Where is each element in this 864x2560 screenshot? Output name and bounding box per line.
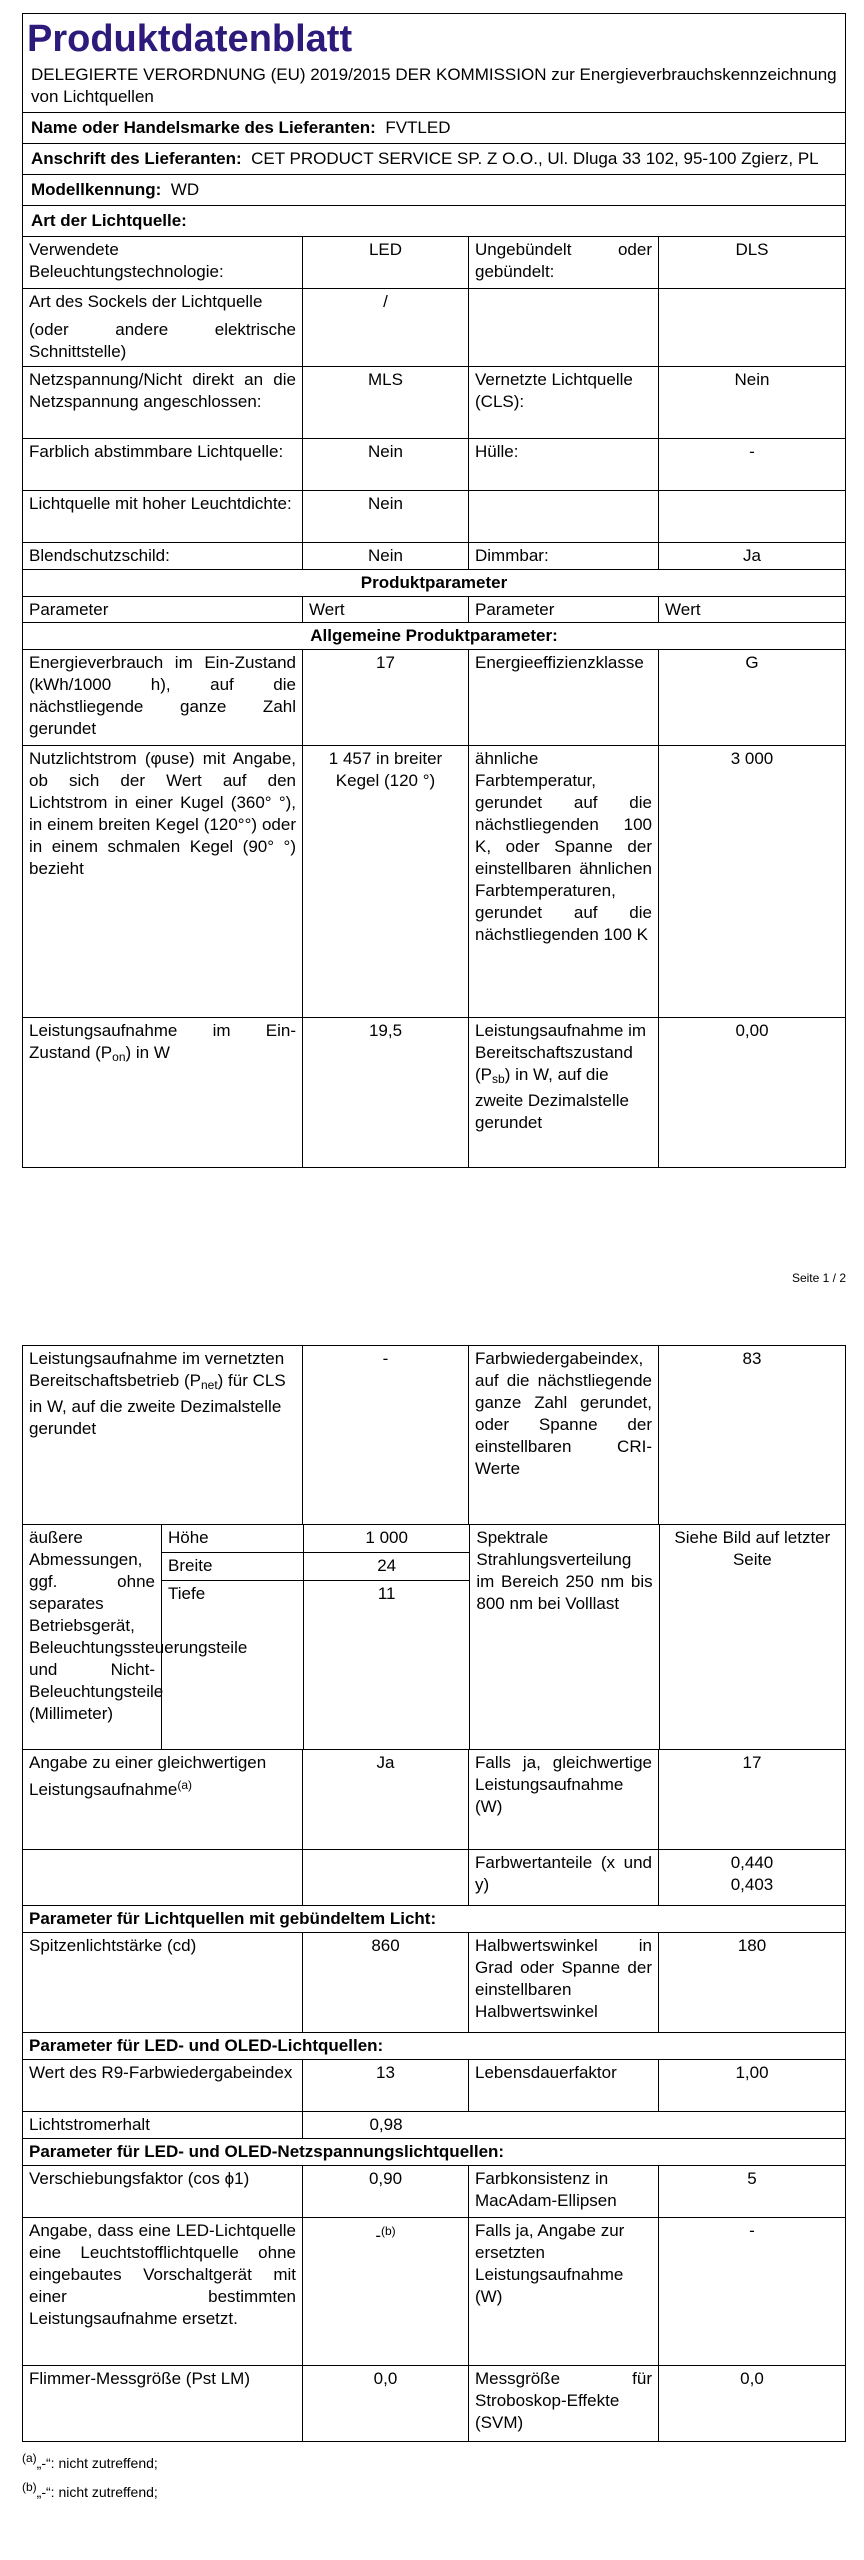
param-value: Ja — [303, 1750, 469, 1849]
param-value: G — [745, 653, 759, 672]
power-sb-sub: sb — [492, 1072, 505, 1086]
type-value: - — [749, 442, 755, 461]
dim-key: Höhe — [162, 1525, 303, 1553]
param-value — [303, 1850, 469, 1905]
page-2 — [22, 1345, 846, 2504]
param-value: 17 — [303, 650, 469, 745]
param-value: 17 — [742, 1753, 762, 1772]
param-label: Energieverbrauch im Ein-Zustand (kWh/1000 h), auf die nächstliegende ganze Zahl gerundet — [23, 650, 303, 745]
param-value: 19,5 — [303, 1018, 469, 1167]
type-value: Nein — [734, 370, 770, 389]
param-label: Falls ja, gleichwertige Leistungsaufnahme (W) — [469, 1750, 659, 1849]
supplier-label: Name oder Handelsmarke des Lieferanten: — [31, 118, 376, 137]
type-label — [23, 289, 303, 366]
address-value: CET PRODUCT SERVICE SP. Z O.O., Ul. Dluga 33 102, 95-100 Zgierz, PL — [251, 149, 819, 168]
header-block — [22, 13, 846, 113]
footnote-mark: (b) — [22, 2480, 37, 2494]
type-row — [22, 289, 846, 367]
col-value: Wert — [303, 597, 469, 622]
dim-key: Breite — [162, 1553, 303, 1581]
col-value: Wert — [665, 600, 701, 619]
param-value — [659, 1850, 845, 1905]
section-header: Parameter für LED- und OLED-Netzspannungslichtquellen: — [22, 2139, 846, 2166]
footnote-text: „-“: nicht zutreffend; — [36, 2484, 158, 2500]
param-value: 0,00 — [735, 1021, 769, 1040]
type-label: Farblich abstimmbare Lichtquelle: — [23, 439, 303, 490]
type-label: Ungebündelt oder gebündelt: — [469, 237, 659, 288]
type-label: Verwendete Beleuchtungstechnologie: — [23, 237, 303, 288]
model-row — [22, 175, 846, 206]
param-value: - — [749, 2221, 755, 2240]
type-row — [22, 439, 846, 491]
param-row — [22, 2218, 846, 2366]
footnote — [22, 2446, 846, 2475]
type-value: Nein — [303, 491, 469, 542]
power-on-label-end: ) in W — [125, 1043, 170, 1062]
params-header: Produktparameter — [22, 570, 846, 597]
section-header: Parameter für Lichtquellen mit gebündeltem Licht: — [22, 1906, 846, 1933]
param-label — [23, 1750, 303, 1849]
socket-label: Art des Sockels der Lichtquelle — [29, 292, 263, 311]
param-label: ähnliche Farbtemperatur, gerundet auf die nächstliegenden 100 K, oder Spanne der einstellbaren ähnlichen Farbtemperaturen, gerundet auf die nächstliegenden 100 K — [469, 746, 659, 1017]
type-value: MLS — [303, 367, 469, 438]
param-label: Angabe, dass eine LED-Lichtquelle eine Leuchtstofflichtquelle ohne eingebautes Vorschaltgerät mit einer bestimmten Leistungsaufnahme ersetzt. — [23, 2218, 303, 2365]
type-value: LED — [303, 237, 469, 288]
param-label: Farbwertanteile (x und y) — [469, 1850, 659, 1905]
equiv-sup: (a) — [177, 1778, 193, 1792]
param-label: Spektrale Strahlungsverteilung im Bereich 250 nm bis 800 nm bei Volllast — [470, 1525, 659, 1749]
param-value: 0,98 — [369, 2115, 403, 2134]
dim-key: Tiefe — [168, 1584, 206, 1603]
type-value — [659, 289, 845, 366]
param-label: Farbkonsistenz in MacAdam-Ellipsen — [469, 2166, 659, 2217]
dim-value: 1 000 — [304, 1525, 469, 1553]
type-row — [22, 367, 846, 439]
power-on-sub: on — [112, 1050, 126, 1064]
param-value: 13 — [303, 2060, 469, 2111]
col-parameter: Parameter — [469, 597, 659, 622]
param-label — [469, 1018, 659, 1167]
param-label: Halbwertswinkel in Grad oder Spanne der einstellbaren Halbwertswinkel — [469, 1933, 659, 2032]
net-label-end: ) für CLS in W, auf die zweite Dezimalstelle gerundet — [29, 1371, 286, 1438]
dim-value: 24 — [304, 1553, 469, 1581]
param-row — [22, 2166, 846, 2218]
type-header: Art der Lichtquelle: — [22, 206, 846, 237]
address-label: Anschrift des Lieferanten: — [31, 149, 242, 168]
type-label: Lichtquelle mit hoher Leuchtdichte: — [23, 491, 303, 542]
model-value: WD — [170, 180, 200, 199]
param-label: Wert des R9-Farbwiedergabeindex — [23, 2060, 303, 2111]
param-value: 0,90 — [303, 2166, 469, 2217]
param-value: Siehe Bild auf letzter Seite — [674, 1528, 831, 1569]
type-value: / — [303, 289, 469, 366]
param-value: 1 457 in breiter Kegel (120 °) — [303, 746, 469, 1017]
param-row — [22, 1750, 846, 1850]
type-value: Ja — [743, 546, 761, 565]
param-row — [22, 1018, 846, 1168]
socket-label-2: (oder andere elektrische Schnittstelle) — [29, 320, 296, 361]
param-label: Lichtstromerhalt — [23, 2112, 303, 2138]
type-label — [469, 289, 659, 366]
param-label: Flimmer-Messgröße (Pst LM) — [23, 2366, 303, 2441]
param-row — [22, 2366, 846, 2442]
chroma-x: 0,440 — [730, 1853, 774, 1872]
param-value: 83 — [742, 1349, 762, 1368]
equiv-label: Angabe zu einer gleichwertigen Leistungsaufnahme — [29, 1753, 267, 1799]
dim-value: 11 — [377, 1584, 396, 1603]
param-row — [22, 650, 846, 746]
param-row — [22, 746, 846, 1018]
type-label: Hülle: — [469, 439, 659, 490]
param-row — [22, 2060, 846, 2112]
param-label: Lebensdauerfaktor — [469, 2060, 659, 2111]
net-label: Leistungsaufnahme im vernetzten Bereitschaftsbetrieb (P — [29, 1349, 285, 1390]
type-row — [22, 491, 846, 543]
net-sub: net — [200, 1378, 218, 1392]
param-label: Farbwiedergabeindex, auf die nächstliegende ganze Zahl gerundet, oder Spanne der einstellbaren CRI-Werte — [469, 1346, 659, 1524]
params-col-header — [22, 597, 846, 623]
param-value: 1,00 — [735, 2063, 769, 2082]
dimensions-values — [304, 1525, 470, 1749]
type-row — [22, 543, 846, 570]
type-value — [659, 491, 845, 542]
param-label: Spitzenlichtstärke (cd) — [23, 1933, 303, 2032]
type-value: Nein — [303, 543, 469, 569]
page-1 — [22, 13, 846, 1168]
footnote-text: „-“: nicht zutreffend; — [36, 2455, 158, 2471]
param-value: 860 — [303, 1933, 469, 2032]
type-value: Nein — [303, 439, 469, 490]
type-label: Blendschutzschild: — [23, 543, 303, 569]
type-row — [22, 237, 846, 289]
param-value: 180 — [737, 1936, 767, 1955]
param-label — [23, 1850, 303, 1905]
dimensions-label: äußere Abmessungen, ggf. ohne separates Betriebsgerät, Beleuchtungssteuerungsteile und Nicht-Beleuchtungsteile (Millimeter) — [23, 1525, 162, 1749]
type-label: Netzspannung/Nicht direkt an die Netzspannung angeschlossen: — [23, 367, 303, 438]
param-row — [22, 1345, 846, 1525]
param-row — [22, 1850, 846, 1906]
param-label: Falls ja, Angabe zur ersetzten Leistungsaufnahme (W) — [469, 2218, 659, 2365]
footnote — [22, 2475, 846, 2504]
model-label: Modellkennung: — [31, 180, 162, 199]
param-value: 0,0 — [303, 2366, 469, 2441]
footnote-mark: (a) — [22, 2451, 37, 2465]
supplier-value: FVTLED — [385, 118, 451, 137]
param-label — [23, 1346, 303, 1524]
param-value: 5 — [747, 2169, 757, 2188]
retro-value: - — [375, 2226, 381, 2245]
type-label: Vernetzte Lichtquelle (CLS): — [469, 367, 659, 438]
type-label: Dimmbar: — [469, 543, 659, 569]
power-on-label: Leistungsaufnahme im Ein-Zustand (P — [29, 1021, 296, 1062]
param-value: - — [303, 1346, 469, 1524]
dimensions-keys — [162, 1525, 303, 1749]
col-parameter: Parameter — [23, 597, 303, 622]
param-value — [303, 2218, 469, 2365]
regulation-text: DELEGIERTE VERORDNUNG (EU) 2019/2015 DER KOMMISSION zur Energieverbrauchskennzeichnung von Lichtquellen — [31, 65, 837, 106]
page-number: Seite 1 / 2 — [791, 1271, 846, 1285]
param-label — [23, 1018, 303, 1167]
chroma-y: 0,403 — [730, 1875, 774, 1894]
retro-sup: (b) — [381, 2224, 396, 2238]
param-value: 0,0 — [740, 2369, 764, 2388]
dimensions-block — [23, 1525, 304, 1749]
param-label: Nutzlichtstrom (φuse) mit Angabe, ob sich der Wert auf den Lichtstrom in einer Kugel (360° °), in einem breiten Kegel (120°°) oder in einem schmalen Kegel (90° °) bezieht — [23, 746, 303, 1017]
general-header: Allgemeine Produktparameter: — [22, 623, 846, 650]
param-label: Messgröße für Stroboskop-Effekte (SVM) — [469, 2366, 659, 2441]
address-row — [22, 144, 846, 175]
section-header: Parameter für LED- und OLED-Lichtquellen: — [22, 2033, 846, 2060]
dimensions-row — [22, 1525, 846, 1750]
type-label — [469, 491, 659, 542]
param-label: Energieeffizienzklasse — [469, 650, 659, 745]
param-row — [22, 2112, 846, 2139]
param-value: 3 000 — [730, 749, 774, 768]
power-sb-label-end: ) in W, auf die zweite Dezimalstelle gerundet — [475, 1065, 629, 1132]
type-value: DLS — [735, 240, 769, 259]
supplier-row — [22, 113, 846, 144]
power-sb-label: Leistungsaufnahme im Bereitschaftszustand (P — [475, 1021, 647, 1084]
doc-title: Produktdatenblatt — [27, 18, 353, 60]
param-row — [22, 1933, 846, 2033]
param-label: Verschiebungsfaktor (cos ϕ1) — [23, 2166, 303, 2217]
